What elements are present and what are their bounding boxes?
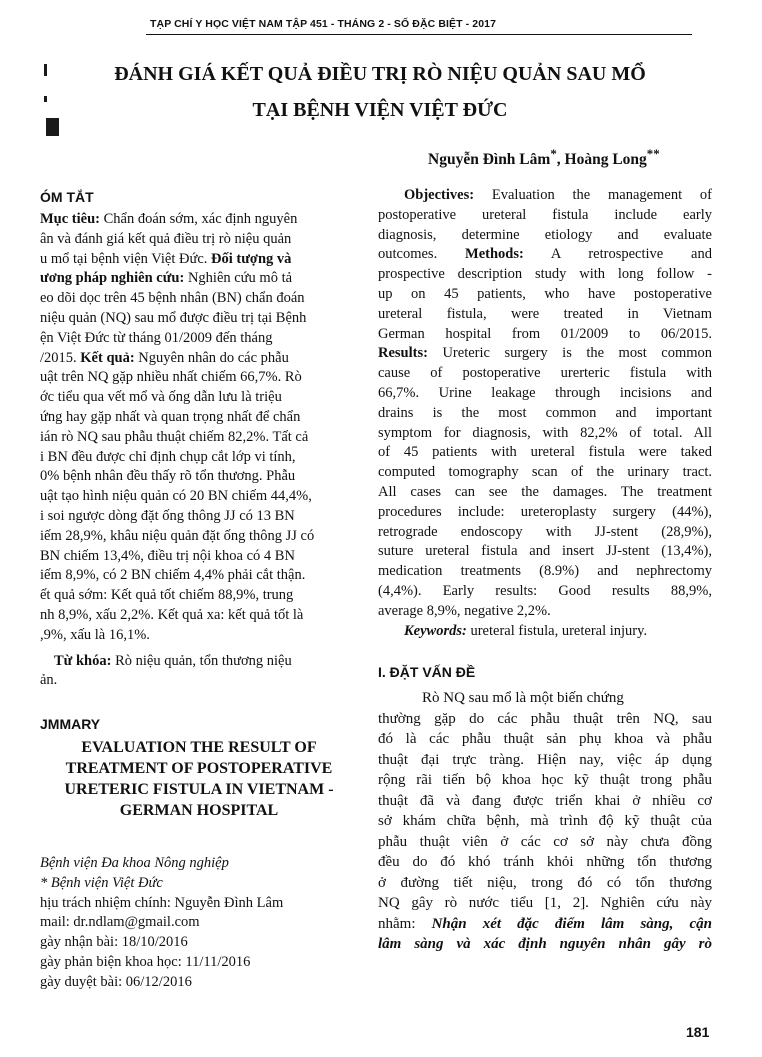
- en-title-line: TREATMENT OF POSTOPERATIVE: [65, 760, 333, 777]
- intro-line: đó là các phẫu thuật sản phụ khoa và phẫu: [378, 731, 712, 747]
- affiliation-line: * Bệnh viện Việt Đức: [40, 874, 163, 891]
- abstract-line: ện Việt Đức từ tháng 01/2009 đến tháng: [40, 329, 273, 346]
- intro-line: sở khám chữa bệnh, mà trình độ kỹ thuật của: [378, 813, 712, 829]
- intro-line: Rò NQ sau mổ là một biến chứng: [422, 690, 624, 706]
- abstract-line: All cases can see the damages. The treatment: [378, 483, 712, 500]
- abstract-label: Mục tiêu:: [40, 211, 100, 227]
- abstract-line: ớc tiểu qua vết mổ và ống dẫn lưu là triệu: [40, 389, 282, 406]
- en-title-line: URETERIC FISTULA IN VIETNAM -: [64, 781, 334, 798]
- abstract-line: ureteral fistula, were treated in Vietnam: [378, 305, 712, 322]
- abstract-label: Methods:: [437, 246, 524, 263]
- review-date: gày phản biện khoa học: 11/11/2016: [40, 953, 251, 970]
- intro-line: thuật đại trực tràng. Hiện nay, việc áp dụng: [378, 751, 712, 768]
- article-title-line-2: TẠI BỆNH VIỆN VIỆT ĐỨC: [252, 99, 508, 121]
- scan-artifact: [44, 64, 47, 76]
- keywords-line: ản.: [40, 672, 58, 689]
- abstract-line: ết quả sớm: Kết quả tốt chiếm 88,9%, trung: [40, 587, 294, 604]
- abstract-label: Results:: [378, 345, 428, 362]
- abstract-line: uật tạo hình niệu quản có 20 BN chiếm 44,4%,: [40, 488, 312, 505]
- abstract-line: diagnosis, determine etiology and evaluate: [378, 226, 712, 243]
- abstract-line: niệu quản (NQ) sau mổ được điều trị tại Bệnh: [40, 309, 307, 326]
- abstract-line: ân và đánh giá kết quả điều trị rò niệu quản: [40, 230, 292, 247]
- author-affiliation-mark: *: [550, 146, 557, 161]
- en-summary-title: [40, 737, 358, 821]
- abstract-line: Mục tiêu: Chẩn đoán sớm, xác định nguyên: [40, 211, 298, 227]
- keywords-line: Keywords: ureteral fistula, ureteral injury.: [404, 622, 648, 639]
- intro-line: đều do đó khó tránh khỏi những tổn thương: [378, 854, 712, 870]
- en-title-line: EVALUATION THE RESULT OF: [81, 739, 317, 756]
- abstract-line: u mổ tại bệnh viện Việt Đức. Đối tượng và: [40, 250, 292, 267]
- intro-line: nhằm: Nhận xét đặc điểm lâm sàng, cận: [378, 915, 712, 932]
- vi-abstract-body: [40, 210, 358, 691]
- author-separator: ,: [556, 151, 565, 169]
- abstract-line: uật trên NQ gặp nhiều nhất chiếm 66,7%. Rò: [40, 369, 302, 386]
- keywords-label: Từ khóa:: [54, 652, 112, 669]
- abstract-line: postoperative ureteral fistula include early: [378, 206, 712, 223]
- author-name: Hoàng Long: [564, 151, 647, 169]
- corresponding-email: mail: dr.ndlam@gmail.com: [40, 914, 200, 931]
- abstract-line: procedures include: ureteroplasty surgery (44%),: [378, 503, 712, 520]
- abstract-line: /2015. Kết quả: Nguyên nhân do các phẫu: [40, 349, 289, 366]
- intro-line: thường gặp do các phẫu thuật trên NQ, sau: [378, 710, 712, 727]
- abstract-line: BN chiếm 13,4%, điều trị nội khoa có 4 BN: [40, 547, 295, 564]
- abstract-line: German hospital from 01/2009 to 06/2015.: [378, 325, 712, 342]
- header-rule: [146, 34, 692, 35]
- corresponding-author: hịu trách nhiệm chính: Nguyễn Đình Lâm: [40, 894, 284, 911]
- abstract-line: Results: Ureteric surgery is the most common: [378, 345, 712, 362]
- abstract-line: of 45 patients with ureteral fistula were taked: [378, 444, 712, 461]
- accepted-date: gày duyệt bài: 06/12/2016: [40, 973, 192, 990]
- keywords-line: Từ khóa: Rò niệu quản, tổn thương niệu: [54, 652, 292, 669]
- intro-line: thuật đã và đang được triển khai ở nhiều cơ: [378, 792, 712, 809]
- abstract-line: retrograde endoscopy with JJ-stent (28,9%),: [378, 523, 712, 540]
- abstract-line: suture ureteral fistula and insert JJ-stent (13,4%),: [378, 543, 712, 560]
- journal-header: TẠP CHÍ Y HỌC VIỆT NAM TẬP 451 - THÁNG 2 - SỐ ĐẶC BIỆT - 2017: [150, 18, 497, 30]
- intro-line: ở đường tiết niệu, trong đó có tổn thương: [378, 874, 712, 891]
- abstract-line: 0% bệnh nhân đều thấy rõ tổn thương. Phẫu: [40, 468, 296, 485]
- vi-abstract-heading: ÓM TẮT: [40, 189, 94, 205]
- abstract-line: ,9%, xấu là 16,1%.: [40, 626, 150, 643]
- en-abstract-body: [378, 186, 712, 641]
- abstract-label: Kết quả:: [76, 349, 135, 366]
- introduction-heading: I. ĐẶT VẤN ĐỀ: [378, 664, 476, 680]
- intro-line: lâm sàng và xác định nguyên nhân gây rò: [378, 936, 712, 952]
- abstract-line: i soi ngược dòng đặt ống thông JJ có 13 BN: [40, 507, 295, 524]
- affiliation-block: [40, 854, 370, 993]
- page-number: 181: [686, 1024, 710, 1040]
- introduction-body: [378, 688, 712, 955]
- abstract-line: prospective description study with long follow -: [378, 266, 712, 283]
- abstract-line: up on 45 patients, who have postoperative: [378, 285, 712, 302]
- abstract-line: symptom for diagnosis, with 82,2% of total. All: [378, 424, 712, 441]
- author-list: [428, 146, 660, 169]
- abstract-line: cause of postoperative urerteric fistula with: [378, 365, 712, 382]
- abstract-line: (4,4%). Early results: Good results 88,9%,: [378, 582, 712, 599]
- abstract-line: iếm 8,9%, có 2 BN chiếm 4,4% phải cắt thận.: [40, 567, 306, 584]
- keywords-label: Keywords:: [404, 622, 467, 639]
- abstract-label: Đối tượng và: [207, 250, 292, 267]
- abstract-line: nh 8,9%, xấu 2,2%. Kết quả xa: kết quả tốt là: [40, 606, 304, 623]
- intro-line: NQ gây rò nước tiểu [1, 2]. Nghiên cứu này: [378, 895, 712, 911]
- abstract-line: computed tomography scan of the urinary tract.: [378, 464, 712, 481]
- abstract-line: eo dõi dọc trên 45 bệnh nhân (BN) chẩn đoán: [40, 290, 305, 307]
- scan-artifact: [46, 118, 59, 136]
- abstract-line: medication treatments (8.9%) and nephrectomy: [378, 563, 712, 580]
- abstract-line: i BN đều được chỉ định chụp cắt lớp vi tính,: [40, 448, 296, 465]
- affiliation-line: Bệnh viện Đa khoa Nông nghiệp: [40, 855, 229, 871]
- author-affiliation-mark: **: [646, 146, 660, 161]
- abstract-label: Objectives:: [404, 187, 475, 203]
- intro-line: phẫu thuật viên ở các cơ sở này chưa đồng: [378, 833, 712, 850]
- abstract-line: outcomes. Methods: A retrospective and: [378, 246, 712, 263]
- scan-artifact: [44, 96, 47, 102]
- author-name: Nguyễn Đình Lâm: [428, 151, 551, 169]
- abstract-line: average 8,9%, negative 2,2%.: [378, 602, 551, 619]
- abstract-line: ứng hay gặp nhất và quan trọng nhất để chẩn: [40, 408, 301, 425]
- abstract-line: ián rò NQ sau phẫu thuật chiếm 82,2%. Tất cả: [40, 428, 309, 445]
- abstract-line: ương pháp nghiên cứu: Nghiên cứu mô tả: [40, 270, 293, 287]
- abstract-line: drains is the most common and important: [378, 404, 712, 421]
- abstract-line: 66,7%. Urine leakage through incisions and: [378, 384, 712, 401]
- intro-line: rộng rãi tiến bộ khoa học kỹ thuật trong phẫu: [378, 772, 712, 788]
- abstract-line: Objectives: Evaluation the management of: [404, 187, 712, 203]
- en-summary-heading: JMMARY: [40, 716, 101, 732]
- en-title-line: GERMAN HOSPITAL: [119, 802, 279, 819]
- abstract-line: iếm 28,9%, khâu niệu quản đặt ống thông JJ có: [40, 527, 315, 544]
- abstract-label: ương pháp nghiên cứu:: [40, 270, 185, 287]
- article-title-line-1: ĐÁNH GIÁ KẾT QUẢ ĐIỀU TRỊ RÒ NIỆU QUẢN SAU MỔ: [114, 63, 646, 85]
- received-date: gày nhận bài: 18/10/2016: [40, 934, 188, 951]
